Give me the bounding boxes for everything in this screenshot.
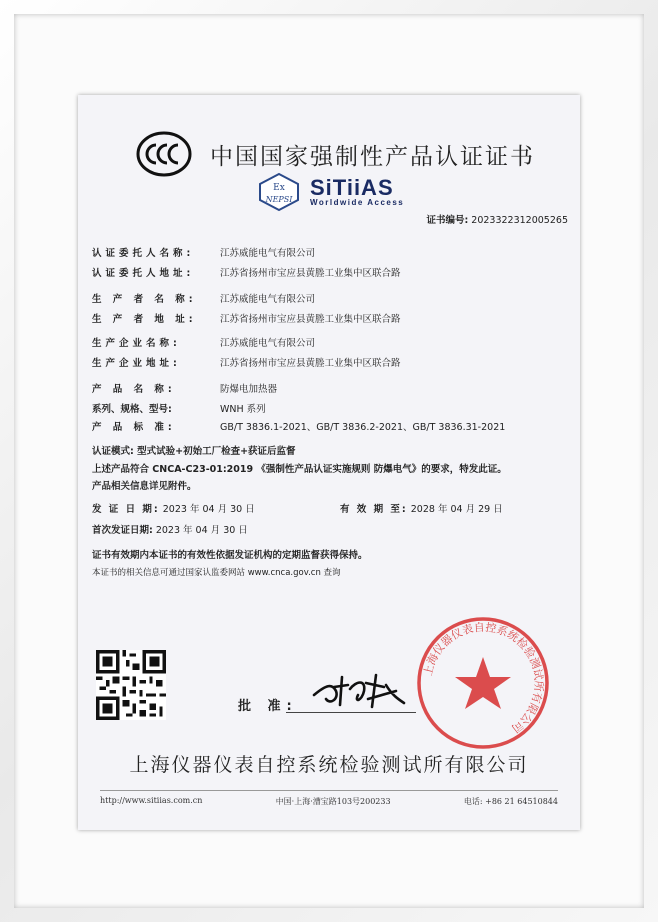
field-row xyxy=(92,311,401,325)
issuing-body: 上海仪器仪表自控系统检验测试所有限公司 xyxy=(129,754,529,776)
sitiias-logo xyxy=(310,174,405,207)
cert-no-value: 2023322312005265 xyxy=(471,215,568,226)
sitiias-sub: Worldwide Access xyxy=(310,197,405,207)
first-issue-label: 首次发证日期: xyxy=(92,525,153,536)
field-value: GB/T 3836.1-2021、GB/T 3836.2-2021、GB/T 3836.31-2021 xyxy=(220,422,506,433)
issue-date-value: 2023 年 04 月 30 日 xyxy=(162,504,255,515)
official-seal-icon xyxy=(413,613,553,753)
field-label: 生产企业名称: xyxy=(92,338,181,349)
expiry-date xyxy=(340,501,503,515)
field-row xyxy=(92,291,315,305)
field-label: 认证委托人地址: xyxy=(92,268,195,279)
footer-phone: 电话: +86 21 64510844 xyxy=(463,797,558,806)
field-value: WNH 系列 xyxy=(220,404,266,415)
field-label: 生 产 者 地 址: xyxy=(92,314,197,325)
field-row xyxy=(92,355,401,369)
field-label: 认证委托人名称: xyxy=(92,248,195,259)
field-row xyxy=(92,401,266,415)
certificate-title: 中国国家强制性产品认证证书 xyxy=(210,143,535,170)
nepsi-logo-icon xyxy=(258,172,300,212)
cert-mode: 认证模式: 型式试验+初始工厂检查+获证后监督 xyxy=(92,446,296,457)
field-value: 江苏省扬州市宝应县黄塍工业集中区联合路 xyxy=(220,314,401,325)
svg-text:Ex: Ex xyxy=(273,183,285,193)
field-value: 江苏省扬州市宝应县黄塍工业集中区联合路 xyxy=(220,358,401,369)
field-row xyxy=(92,419,505,433)
certificate xyxy=(78,95,580,830)
field-row xyxy=(92,335,315,349)
field-row xyxy=(92,265,401,279)
expiry-date-value: 2028 年 04 月 29 日 xyxy=(410,504,503,515)
field-row xyxy=(92,381,277,395)
cert-no-label: 证书编号: xyxy=(426,215,469,226)
certificate-number xyxy=(426,212,568,226)
approve-label: 批 准: xyxy=(238,699,298,714)
field-value: 江苏省扬州市宝应县黄塍工业集中区联合路 xyxy=(220,268,401,279)
issue-date-label: 发 证 日 期: xyxy=(92,504,160,515)
field-label: 生产企业地址: xyxy=(92,358,181,369)
title-row xyxy=(136,131,535,177)
logos xyxy=(258,172,404,212)
footer-website: http://www.sitiias.com.cn xyxy=(100,796,203,805)
query-note: 本证书的相关信息可通过国家认监委网站 www.cnca.gov.cn 查询 xyxy=(92,568,341,578)
signature-icon xyxy=(306,665,416,715)
compliance-statement: 上述产品符合 CNCA-C23-01:2019 《强制性产品认证实施规则 防爆电气》的要求，特发此证。 xyxy=(92,464,507,475)
details-note: 产品相关信息详见附件。 xyxy=(92,481,197,492)
first-issue-value: 2023 年 04 月 30 日 xyxy=(155,525,248,536)
field-label: 生 产 者 名 称: xyxy=(92,294,197,305)
field-value: 江苏威能电气有限公司 xyxy=(220,248,316,259)
svg-text:上海仪器仪表自控系统检验测试所有限公司: 上海仪器仪表自控系统检验测试所有限公司 xyxy=(421,620,546,736)
qr-code-icon xyxy=(96,650,166,720)
field-label: 产 品 标 准: xyxy=(92,422,176,433)
field-value: 防爆电加热器 xyxy=(220,384,278,395)
field-row xyxy=(92,245,315,259)
validity-note: 证书有效期内本证书的有效性依据发证机构的定期监督获得保持。 xyxy=(92,550,368,561)
first-issue-date xyxy=(92,522,248,536)
issue-date xyxy=(92,501,255,515)
footer-address: 中国·上海·漕宝路103号200233 xyxy=(275,797,391,806)
sitiias-name: SiTiiAS xyxy=(310,174,394,200)
expiry-date-label: 有 效 期 至: xyxy=(340,504,408,515)
field-value: 江苏威能电气有限公司 xyxy=(220,338,316,349)
ccc-logo-icon xyxy=(136,131,192,177)
field-value: 江苏威能电气有限公司 xyxy=(220,294,316,305)
svg-text:NEPSI: NEPSI xyxy=(265,195,293,204)
field-label: 系列、规格、型号: xyxy=(92,404,172,415)
footer xyxy=(100,790,558,807)
field-label: 产 品 名 称: xyxy=(92,384,176,395)
